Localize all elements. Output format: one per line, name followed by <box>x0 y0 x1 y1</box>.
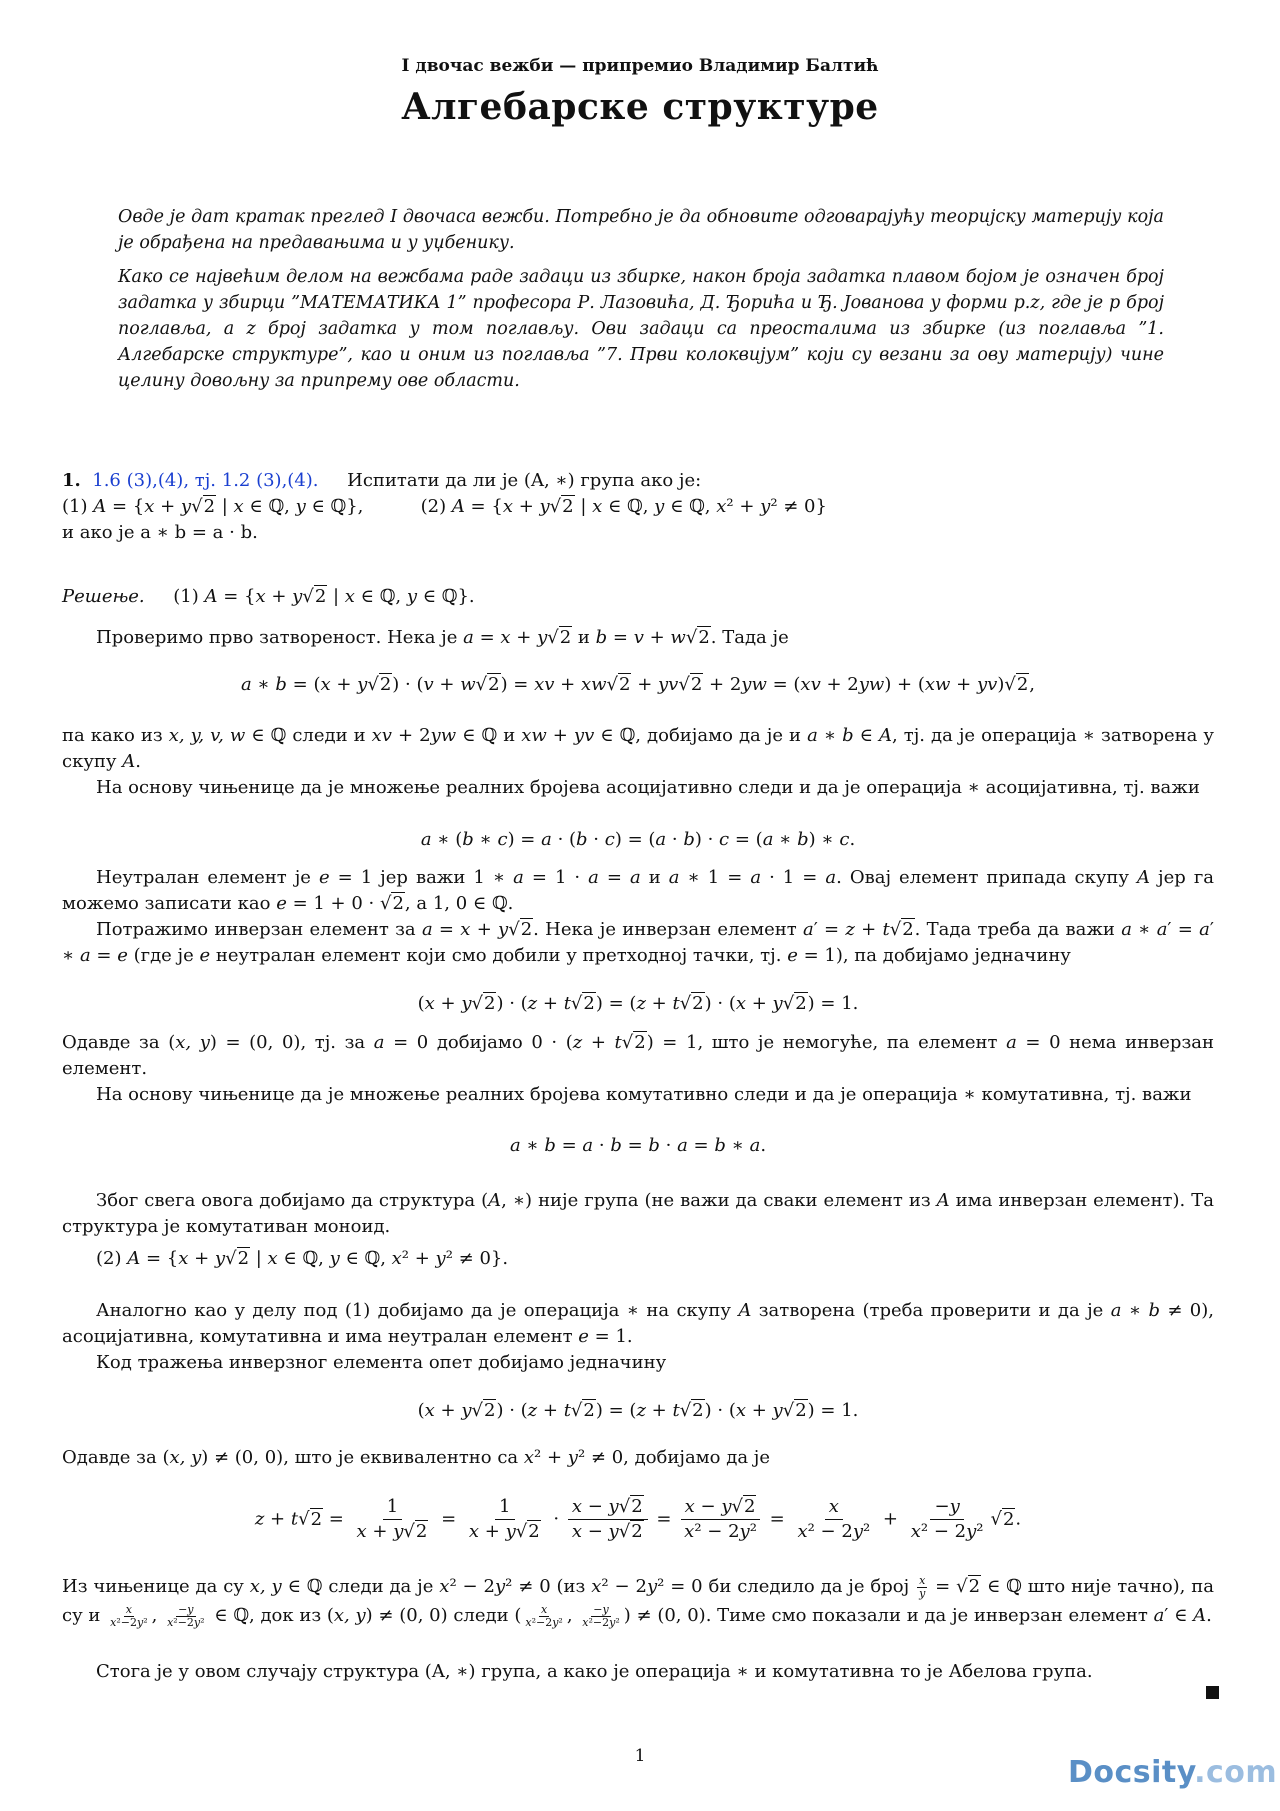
part1-conclusion: Због свега овога добијамо да структура (A, ∗) није група (не важи да сваки елемент из A има инверзан елемент). Та структура је комутативан моноид. <box>62 1190 1214 1237</box>
closure-conclusion: па како из x, y, v, w ∈ ℚ следи и xv + 2yw ∈ ℚ и xw + yv ∈ ℚ, добијамо да је и a ∗ b ∈ A, тј. да је операција ∗ затворена у скупу A. <box>62 725 1214 772</box>
case-2-label: (2) <box>420 496 447 517</box>
solution-heading: Решење. (1) A = {x + y√2 | x ∈ ℚ, y ∈ ℚ}. <box>62 586 475 607</box>
closure-intro: Проверимо прво затвореност. Нека је a = x + y√2 и b = v + w√2. Тада је <box>96 627 789 648</box>
problem-text: Испитати да ли је (A, ∗) група ако је: <box>347 470 702 491</box>
associativity-equation: a ∗ (b ∗ c) = a · (b · c) = (a · b) · c = (a ∗ b) ∗ c. <box>420 829 856 850</box>
problem-statement <box>62 468 1214 546</box>
part2-inverse-equation: (x + y√2) · (z + t√2) = (z + t√2) · (x + y√2) = 1. <box>417 1400 859 1421</box>
rationality-argument: Из чињенице да су x, y ∈ ℚ следи да је x² − 2y² ≠ 0 (из x² − 2y² = 0 би следило да је број $\frac{x}{y}$ = √2 ∈ ℚ што није тачно), па су и $\frac{x}{\text{x²−2y²}}$ , $\frac{-y}{\text{x²−2y²}}$ ∈ ℚ, док из (x, y) ≠ (0, 0) следи ( $\frac{x}{\text{x²−2y²}}$ , $\frac{-y}{\text{x²−2y²}}$ ) ≠ (0, 0). Тиме смо показали и да је инверзан елемент a′ ∈ A. <box>62 1573 1215 1629</box>
inverse-formula: z + t√2 = $\frac{1}{x + y√2}$ = $\frac{1}{x + y√2}$ · $\frac{x - y√2}{x - y√2}$ = $\frac{x - y√2}{\text{x² − 2y²}}$ = $\frac{x}{\text{x² − 2y²}}$ + $\frac{-y}{\text{x² − 2y²}}$ √2. <box>254 1496 1022 1542</box>
lecture-subtitle: I двочас вежби — припремио Владимир Балтић <box>401 56 879 76</box>
operation-definition: и ако је a ∗ b = a · b. <box>62 522 258 543</box>
case-1-set: A = {x + y√2 | x ∈ ℚ, y ∈ ℚ}, <box>93 496 364 517</box>
case-1-label: (1) <box>62 496 88 517</box>
page-title: Алгебарске структуре <box>401 86 879 128</box>
abstract-paragraph-1: Овде је дат кратак преглед I двочаса вежби. Потребно је да обновите одговарајућу теоријску материју која је обрађена на предавањима и у уџбенику. <box>118 207 1164 253</box>
commutativity-equation: a ∗ b = a · b = b · a = b ∗ a. <box>509 1135 767 1156</box>
problem-number: 1. <box>62 470 81 491</box>
zero-no-inverse: Одавде за (x, y) = (0, 0), тј. за a = 0 добијамо 0 · (z + t√2) = 1, што је немогуће, па елемент a = 0 нема инверзан елемент. <box>62 1032 1214 1079</box>
abstract-paragraph-2: Како се највећим делом на вежбама раде задаци из збирке, након броја задатка плавом бојом је означен број задатка у збирци ”МАТЕМАТИКА 1” професора Р. Лазовића, Д. Ђорића и Ђ. Јованова у форми p.z, где је p број поглавља, а z број задатка у том поглављу. Ови задаци са преосталима из збирке (из поглавља ”1. Алгебарске структуре”, као и оним из поглавља ”7. Први колоквијум” који су везани за ову материју) чине целину довољну за припрему ове области. <box>118 267 1164 391</box>
inverse-equation: (x + y√2) · (z + t√2) = (z + t√2) · (x + y√2) = 1. <box>417 993 859 1014</box>
inverse-paragraph: Потражимо инверзан елемент за a = x + y√2. Нека је инверзан елемент a′ = z + t√2. Тада треба да важи a ∗ a′ = a′ ∗ a = e (где је e неутралан елемент који смо добили у претходној тачки, тј. e = 1), па добијамо једначину <box>62 919 1214 966</box>
associativity-paragraph: На основу чињенице да је множење реалних бројева асоцијативно следи и да је операција ∗ асоцијативна, тј. важи <box>96 777 1200 798</box>
docsity-watermark-logo: Docsity.com <box>1068 1755 1278 1790</box>
solution-label: Решење. <box>62 586 145 607</box>
qed-square-icon <box>1206 1686 1219 1699</box>
case-2-set: A = {x + y√2 | x ∈ ℚ, y ∈ ℚ, x² + y² ≠ 0} <box>451 496 827 517</box>
page-number: 1 <box>634 1746 646 1766</box>
neutral-element-paragraph: Неутралан елемент је e = 1 јер важи 1 ∗ a = 1 · a = a и a ∗ 1 = a · 1 = a. Овај елемент припада скупу A јер га можемо записати као e = 1 + 0 · √2, а 1, 0 ∈ ℚ. <box>62 867 1214 914</box>
part2-condition: Одавде за (x, y) ≠ (0, 0), што је еквивалентно са x² + y² ≠ 0, добијамо да је <box>62 1447 771 1468</box>
commutativity-paragraph: На основу чињенице да је множење реалних бројева комутативно следи и да је операција ∗ комутативна, тј. важи <box>96 1084 1192 1105</box>
part2-analogy: Аналогно као у делу под (1) добијамо да је операција ∗ на скупу A затворена (треба проверити и да је a ∗ b ≠ 0), асоцијативна, комутативна и има неутралан елемент e = 1. <box>62 1300 1214 1347</box>
final-conclusion: Стога је у овом случају структура (A, ∗) група, а како је операција ∗ и комутативна то је Абелова група. <box>96 1661 1093 1682</box>
abstract <box>118 204 1164 402</box>
problem-reference-link[interactable]: 1.6 (3),(4), тј. 1.2 (3),(4). <box>92 470 319 491</box>
closure-equation: a ∗ b = (x + y√2) · (v + w√2) = xv + xw√2 + yv√2 + 2yw = (xv + 2yw) + (xw + yv)√2, <box>240 674 1036 695</box>
part2-heading: (2) A = {x + y√2 | x ∈ ℚ, y ∈ ℚ, x² + y² ≠ 0}. <box>96 1248 509 1269</box>
part2-inverse-intro: Код тражења инверзног елемента опет добијамо једначину <box>96 1352 667 1373</box>
